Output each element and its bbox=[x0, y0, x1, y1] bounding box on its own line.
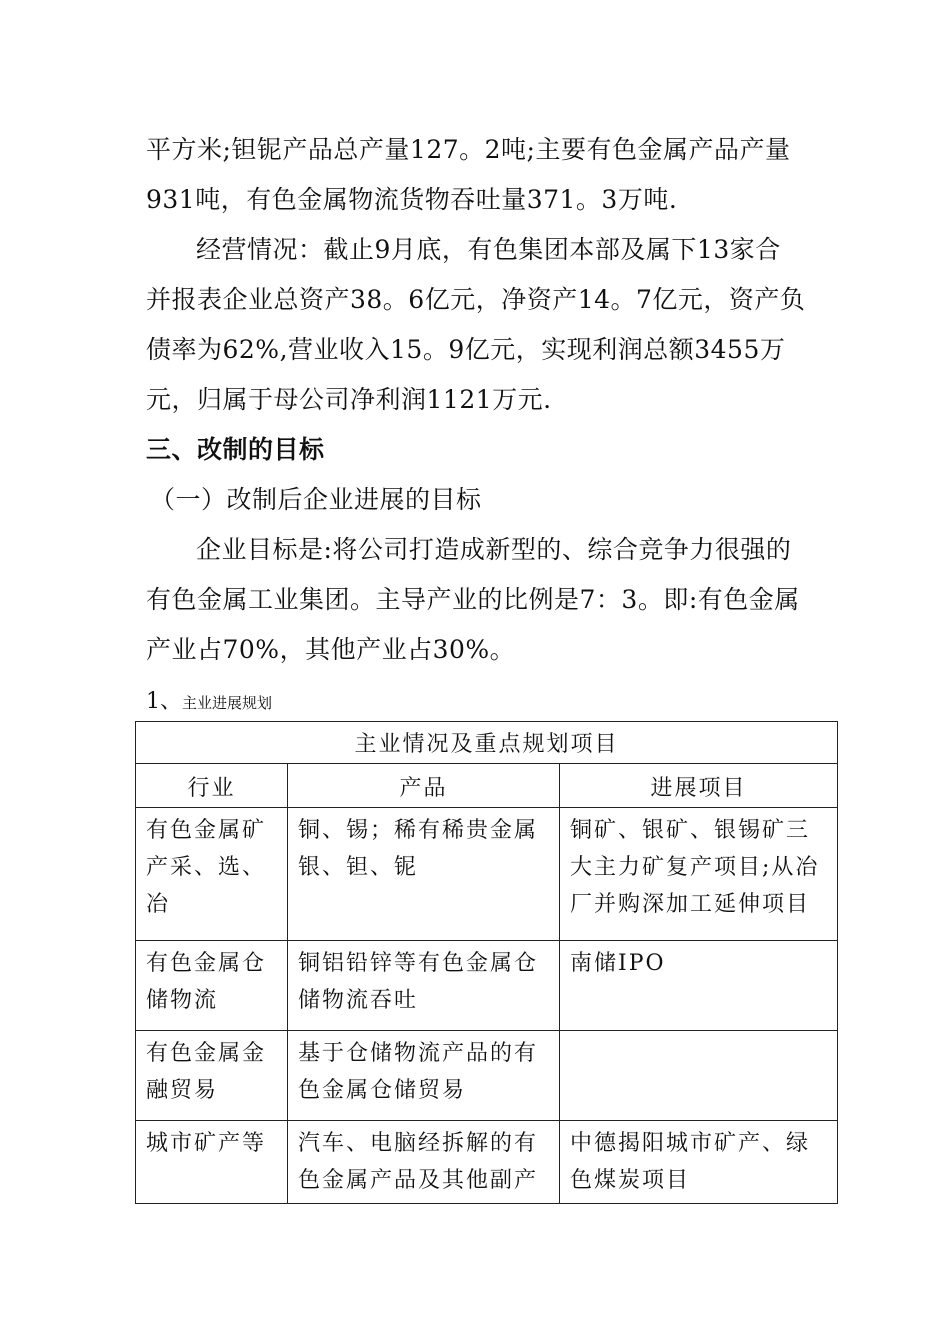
cell-product: 汽车、电脑经拆解的有色金属产品及其他副产 bbox=[288, 1121, 560, 1204]
cell-project bbox=[560, 1031, 838, 1121]
paragraph-line: 元，归属于母公司净利润1121万元. bbox=[146, 385, 552, 414]
cell-industry: 有色金属金融贸易 bbox=[136, 1031, 288, 1121]
cell-product: 铜、锡；稀有稀贵金属银、钽、铌 bbox=[288, 808, 560, 941]
table-header-row bbox=[136, 764, 838, 808]
section-heading: 三、改制的目标 bbox=[146, 435, 325, 464]
table-row bbox=[136, 941, 838, 1031]
column-header-industry: 行业 bbox=[136, 764, 288, 808]
cell-project: 中德揭阳城市矿产、绿色煤炭项目 bbox=[560, 1121, 838, 1204]
cell-product: 基于仓储物流产品的有色金属仓储贸易 bbox=[288, 1031, 560, 1121]
cell-industry: 城市矿产等 bbox=[136, 1121, 288, 1204]
table-row bbox=[136, 1121, 838, 1204]
cell-industry: 有色金属仓储物流 bbox=[136, 941, 288, 1031]
paragraph-line: 平方米;钽铌产品总产量127。2吨;主要有色金属产品产量 bbox=[146, 135, 791, 164]
table-title: 主业情况及重点规划项目 bbox=[136, 722, 838, 764]
paragraph-line: 931吨，有色金属物流货物吞吐量371。3万吨. bbox=[146, 185, 678, 214]
plan-label-text: 主业进展规划 bbox=[182, 694, 273, 712]
table-row bbox=[136, 808, 838, 941]
plan-table bbox=[135, 721, 838, 1204]
paragraph-line: 并报表企业总资产38。6亿元，净资产14。7亿元，资产负 bbox=[146, 285, 806, 314]
cell-product: 铜铝铅锌等有色金属仓储物流吞吐 bbox=[288, 941, 560, 1031]
paragraph-line: 经营情况：截止9月底，有色集团本部及属下13家合 bbox=[196, 235, 781, 264]
column-header-project: 进展项目 bbox=[560, 764, 838, 808]
paragraph-line: 有色金属工业集团。主导产业的比例是7：3。即:有色金属 bbox=[146, 585, 800, 614]
plan-label-number: 1、 bbox=[146, 689, 182, 714]
paragraph-line: 产业占70%，其他产业占30%。 bbox=[146, 635, 516, 664]
cell-industry: 有色金属矿产采、选、冶 bbox=[136, 808, 288, 941]
table-row bbox=[136, 1031, 838, 1121]
column-header-product: 产品 bbox=[288, 764, 560, 808]
plan-label bbox=[146, 688, 272, 717]
paragraph-line: 债率为62%,营业收入15。9亿元，实现利润总额3455万 bbox=[146, 335, 786, 364]
cell-project: 铜矿、银矿、银锡矿三大主力矿复产项目;从冶厂并购深加工延伸项目 bbox=[560, 808, 838, 941]
cell-project: 南储IPO bbox=[560, 941, 838, 1031]
table-title-row bbox=[136, 722, 838, 764]
subsection-heading: （一）改制后企业进展的目标 bbox=[150, 485, 482, 514]
paragraph-line: 企业目标是:将公司打造成新型的、综合竞争力很强的 bbox=[196, 535, 792, 564]
